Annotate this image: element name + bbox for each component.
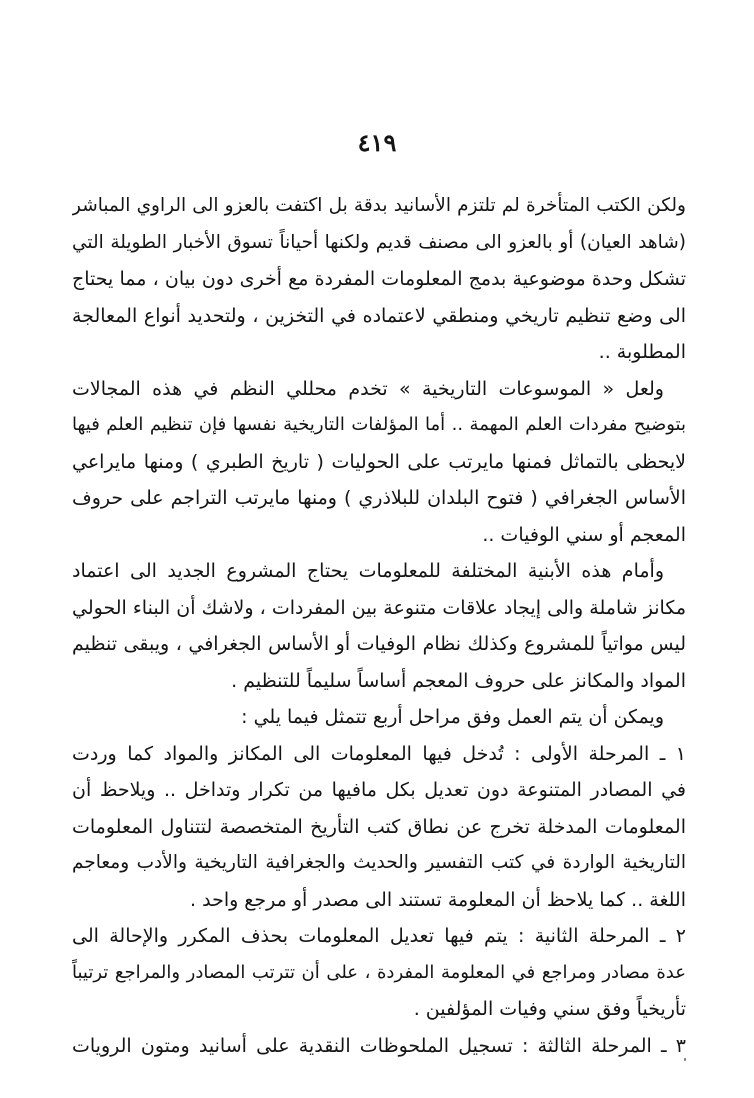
text-line: ولكن الكتب المتأخرة لم تلتزم الأسانيد بدقة بل اكتفت بالعزو الى الراوي المباشر bbox=[72, 195, 686, 216]
page-number: ٤١٩ bbox=[357, 128, 397, 157]
text-line: تشكل وحدة موضوعية بدمج المعلومات المفردة مع أخرى دون بيان ، مما يحتاج bbox=[72, 268, 686, 290]
text-line: المعجم أو سني الوفيات .. bbox=[482, 523, 686, 546]
scan-speck bbox=[684, 1058, 686, 1061]
body-text bbox=[72, 188, 686, 1064]
text-line: في المصادر المتنوعة دون تعديل بكل مافيها من تكرار وتداخل .. ويلاحظ أن bbox=[72, 779, 686, 801]
list-item-line: ١ ـ المرحلة الأولى : تُدخل فيها المعلومات الى المكانز والمواد كما وردت bbox=[72, 742, 686, 765]
text-line: المعلومات المدخلة تخرج عن نطاق كتب التأريخ المتخصصة لتتناول المعلومات bbox=[72, 815, 686, 838]
paragraph-start-line: وأمام هذه الأبنية المختلفة للمعلومات يحتاج المشروع الجديد الى اعتماد bbox=[72, 560, 664, 582]
text-line: عدة مصادر ومراجع في المعلومة المفردة ، على أن تترتب المصادر والمراجع ترتيباً bbox=[72, 961, 686, 983]
text-line: مكانز شاملة والى إيجاد علاقات متنوعة بين المفردات ، ولاشك أن البناء الحولي bbox=[72, 596, 686, 619]
paragraph-start-line: ولعل « الموسوعات التاريخية » تخدم محللي النظم في هذه المجالات bbox=[72, 377, 664, 400]
text-line: الأساس الجغرافي ( فتوح البلدان للبلاذري ) ومنها مايرتب التراجم على حروف bbox=[72, 487, 686, 509]
text-line: الى وضع تنظيم تاريخي ومنطقي لاعتماده في التخزين ، ولتحديد أنواع المعالجة bbox=[72, 304, 686, 327]
list-item-line: ٣ ـ المرحلة الثالثة : تسجيل الملحوظات النقدية على أسانيد ومتون الرويات bbox=[72, 1034, 686, 1057]
text-line: التاريخية الواردة في كتب التفسير والحديث والجغرافية التاريخية والأدب ومعاجم bbox=[72, 852, 686, 873]
text-line: تأريخياً وفق سني وفيات المؤلفين . bbox=[413, 998, 686, 1020]
text-line: المطلوبة .. bbox=[598, 341, 686, 363]
list-item-line: ٢ ـ المرحلة الثانية : يتم فيها تعديل المعلومات بحذف المكرر والإحالة الى bbox=[72, 925, 686, 947]
text-line: (شاهد العيان) أو بالعزو الى مصنف قديم ولكنها أحياناً تسوق الأخبار الطويلة التي bbox=[72, 231, 686, 253]
text-line: لايحظى بالتماثل فمنها مايرتب على الحوليات ( تاريخ الطبري ) ومنها مايراعي bbox=[72, 450, 686, 473]
text-line: ليس مواتياً للمشروع وكذلك نظام الوفيات أو الأساس الجغرافي ، ويبقى تنظيم bbox=[72, 633, 686, 655]
text-line: اللغة .. كما يلاحظ أن المعلومة تستند الى مصدر أو مرجع واحد . bbox=[190, 888, 686, 911]
text-line: المواد والمكانز على حروف المعجم أساساً سليماً للتنظيم . bbox=[231, 669, 686, 692]
text-line: بتوضيح مفردات العلم المهمة .. أما المؤلفات التاريخية نفسها فإن تنظيم العلم فيها bbox=[72, 414, 686, 435]
paragraph-start-line: ويمكن أن يتم العمل وفق مراحل أربع تتمثل فيما يلي : bbox=[241, 706, 664, 728]
